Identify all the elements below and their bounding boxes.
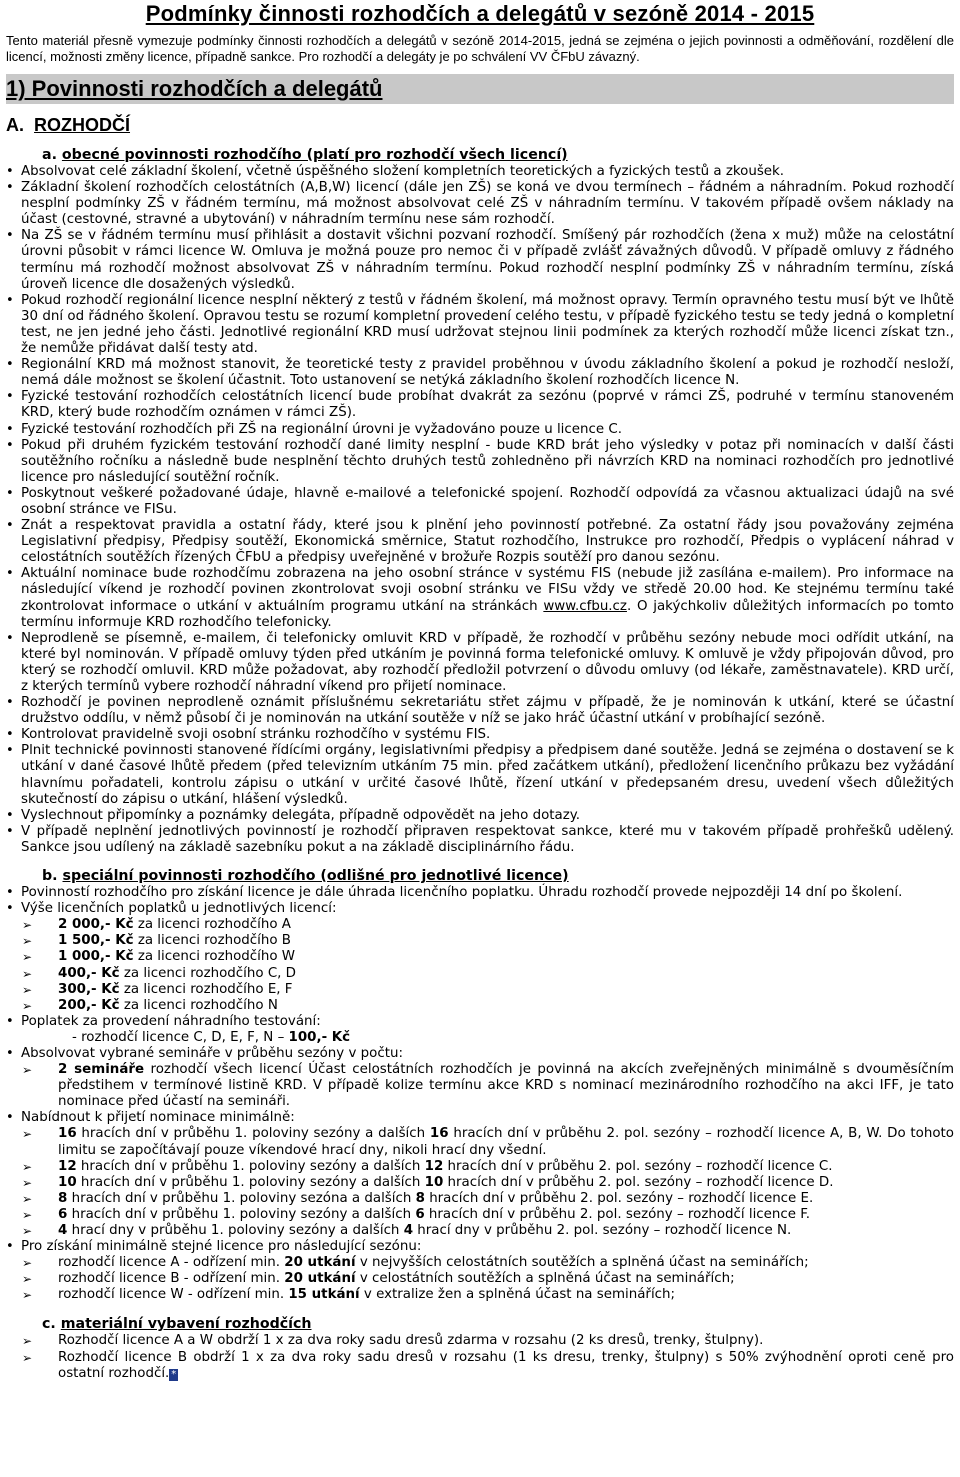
fee-amount: 200,- Kč bbox=[58, 997, 120, 1013]
seminar-count: 2 semináře bbox=[58, 1062, 145, 1078]
nomination-count: 16 bbox=[58, 1126, 77, 1142]
footnote-star-icon[interactable]: * bbox=[171, 1368, 177, 1380]
retest-list bbox=[6, 1014, 954, 1030]
arrow-icon: ➢ bbox=[22, 1191, 33, 1206]
general-duties-text: obecné povinnosti rozhodčího (platí pro rozhodčí všech licencí) bbox=[61, 147, 568, 163]
retest-amount: 100,- Kč bbox=[288, 1029, 351, 1045]
nominations-list bbox=[6, 1110, 954, 1126]
seminar-text: rozhodčí všech licencí Účast celostátních rozhodčích je povinná na akcích zveřejněných minimálně s dvouměsíčním předstihem v termínové listině KRD. V případě kolize termínu akce KRD s nominací mezinárodního rozhodčího na akci IFF, je tato nominace před účastí na semináři. bbox=[58, 1062, 954, 1110]
same-licence-list bbox=[6, 1239, 954, 1255]
arrow-icon: ➢ bbox=[22, 1127, 33, 1142]
fee-text: za licenci rozhodčího E, F bbox=[119, 981, 293, 997]
list-item: • Pokud při druhém fyzickém testování rozhodčí dané limity nesplní - bude KRD brát jeho výsledky v potaz při nominacích v další části soutěžního ročníku a následně bude nesplnění těchto druhých testů zohledněno při návrzích KRD na nominaci rozhodčích pro jednotlivé licence pro následující soutěžní ročník. bbox=[6, 438, 954, 486]
nomination-text-before: Aktuální nominace bude rozhodčímu zobrazena na jeho osobní stránce v systému FIS (nebude již zasílána e-mailem). Pro informace na následující víkend je rozhodčí povinen zkontrolovat svoji osobní stránku ve FISu vždy ve středě 20.00 hod. Ke stejnému termínu také zkontrolovat informace o utkání v aktuálním programu utkání na stránkách bbox=[21, 566, 954, 614]
nomination-count: 6 bbox=[58, 1206, 68, 1222]
list-item: • Rozhodčí je povinen neprodleně oznámit příslušnému sekretariátu střet zájmu v případě, že je nominován k utkání, které se účastní družstvo oddílu, v němž působí či je nominován na utkání soutěže v níž se jako hráč účastní utkání v probíhající sezóně. bbox=[6, 695, 954, 727]
licence-text: v nejvyšších celostátních soutěžích a splněná účast na seminářích; bbox=[355, 1255, 809, 1271]
nomination-count: 12 bbox=[58, 1158, 77, 1174]
fee-amount: 400,- Kč bbox=[58, 965, 120, 981]
nomination-item bbox=[6, 1191, 954, 1207]
fee-text: za licenci rozhodčího N bbox=[119, 997, 278, 1013]
nomination-count: 10 bbox=[424, 1174, 444, 1190]
list-item: • Neprodleně se písemně, e-mailem, či telefonicky omluvit KRD v případě, že rozhodčí v průběhu sezóny nebude moci odřídit utkání, na které byl nominován. V případě omluvy týden před utkáním je povinná forma telefonické omluvy. K omluvě je vždy připojován důvod, pro který se rozhodčí omluvil. KRD může požadovat, aby rozhodčí předložil potvrzení o důvodu omluvy (od lékaře, zaměstnavatele). KRD určí, z kterých termínů vybere rozhodčí náhradní víkend pro přijetí nominace. bbox=[6, 631, 954, 695]
list-item: • Absolvovat celé základní školení, včetně úspěšného složení kompletních teoretických a fyzických testů a zkoušek. bbox=[6, 164, 954, 180]
subsection-a-label: A. bbox=[6, 115, 24, 135]
arrow-icon: ➢ bbox=[22, 1175, 33, 1190]
licence-text: v extralize žen a splněná účast na seminářích; bbox=[359, 1287, 676, 1303]
arrow-icon: ➢ bbox=[22, 1207, 33, 1222]
same-licence-sublist bbox=[6, 1255, 954, 1303]
list-item: • Regionální KRD má možnost stanovit, že teoretické testy z pravidel proběhnou v úvodu základního školení a pokud je rozhodčí nesloží, nemá dále možnost se školení účastnit. Toto ustanovení se netýká základního školení rozhodčích licence N. bbox=[6, 357, 954, 389]
seminar-list bbox=[6, 1046, 954, 1062]
document-page bbox=[6, 1, 954, 1382]
equipment-item bbox=[6, 1333, 954, 1349]
arrow-icon: ➢ bbox=[22, 918, 33, 933]
list-item: • Na ZŠ se v řádném termínu musí přihlásit a dostavit všichni pozvaní rozhodčí. Smíšený pár rozhodčích (žena x muž) může na celostátní úrovni působit v rámci licence W. Omluva je možná pouze pro nemoc či v případě zvlášť závažných důvodů. V případě omluvy z řádného termínu má rozhodčí možnost absolvovat ZŠ v náhradním termínu. Pokud rozhodčí nesplní podmínky ZŠ v náhradním termínu, získá úroveň licence dle dosažených výsledků. bbox=[6, 228, 954, 292]
nomination-text: hracích dní v průběhu 2. pol. sezóny – rozhodčí licence E. bbox=[424, 1190, 814, 1206]
seminar-sublist bbox=[6, 1062, 954, 1110]
nomination-item bbox=[6, 1175, 954, 1191]
fee-text: za licenci rozhodčího W bbox=[133, 949, 296, 965]
nomination-text: hracích dní v průběhu 1. poloviny sezóna a dalších bbox=[67, 1190, 416, 1206]
list-item: • Vyslechnout připomínky a poznámky delegáta, případně odpovědět na jeho dotazy. bbox=[6, 808, 954, 824]
fee-item bbox=[6, 933, 954, 949]
equipment-item-text: Rozhodčí licence A a W obdrží 1 x za dva roky sadu dresů zdarma v rozsahu (2 ks dresů, trenky, štulpny). bbox=[58, 1333, 764, 1349]
list-item: • Výše licenčních poplatků u jednotlivých licencí: bbox=[6, 901, 954, 917]
fee-item bbox=[6, 949, 954, 965]
list-item: • V případě neplnění jednotlivých povinností je rozhodčí připraven respektovat sankce, které mu v takovém případě prohřešků udělený. Sankce jsou udílený na základě sazebníku pokut a na základě disciplinárního řádu. bbox=[6, 824, 954, 856]
list-item: • Plnit technické povinnosti stanovené řídícími orgány, legislativními předpisy a předpisem dané soutěže. Jedná se zejména o dostavení se k utkání v dané časové lhůtě předem (před televizním utkáním 75 min. před začátkem utkání), předložení licenčního průkazu bez vyžádání hlavnímu pořadateli, kontrolu zápisu o utkání v určité časové lhůtě, řízení utkání v předepsaném dresu, uvedení všech důležitých skutečností do zápisu o utkání, hlášení výsledků. bbox=[6, 743, 954, 807]
arrow-icon: ➢ bbox=[22, 1063, 33, 1078]
page-title: Podmínky činnosti rozhodčích a delegátů v sezóně 2014 - 2015 bbox=[145, 1, 815, 26]
arrow-icon: ➢ bbox=[22, 982, 33, 997]
nomination-text: hracích dní v průběhu 1. poloviny sezóny a dalších bbox=[76, 1158, 425, 1174]
nomination-text: hracích dní v průběhu 1. poloviny sezóny a dalších bbox=[76, 1174, 425, 1190]
list-item: • Povinností rozhodčího pro získání licence je dále úhrada licenčního poplatku. Úhradu rozhodčí provede nejpozději 14 dní po školení. bbox=[6, 885, 954, 901]
list-item: • Znát a respektovat pravidla a ostatní řády, které jsou k plnění jeho povinností potřebné. Za ostatní řády jsou považovány zejména Legislativní předpisy, Předpisy soutěží, Ekonomická směrnice, Statut rozhodčího, Instrukce pro rozhodčí, Předpis o vyplácení náhrad v celostátních soutěžích řízených ČFbU a předpisy uveřejněné v brožuře Rozpis soutěží pro danou sezónu. bbox=[6, 518, 954, 566]
licence-text: rozhodčí licence B - odřízení min. bbox=[58, 1271, 285, 1287]
nomination-count: 10 bbox=[58, 1174, 77, 1190]
licence-text: v celostátních soutěžích a splněná účast na seminářích; bbox=[355, 1271, 735, 1287]
special-duties-text: speciální povinnosti rozhodčího (odlišné pro jednotlivé licence) bbox=[62, 868, 569, 885]
special-duties-heading bbox=[42, 868, 954, 885]
arrow-icon: ➢ bbox=[22, 1159, 33, 1174]
arrow-icon: ➢ bbox=[22, 966, 33, 981]
intro-paragraph: Tento materiál přesně vymezuje podmínky činnosti rozhodčích a delegátů v sezóně 2014-2015, jedná se zejména o jejich povinnosti a odměňování, rozdělení dle licencí, možnosti změny licence, případně sankce. Pro rozhodčí a delegáty je po schválení VV ČFbU závazný. bbox=[6, 33, 954, 64]
equipment-heading bbox=[42, 1316, 954, 1333]
nomination-text: hracích dní v průběhu 2. pol. sezóny – rozhodčí licence C. bbox=[443, 1158, 833, 1174]
general-duties-heading bbox=[42, 147, 954, 164]
arrow-icon: ➢ bbox=[22, 1224, 33, 1238]
fee-text: za licenci rozhodčího A bbox=[133, 917, 291, 933]
fee-text: za licenci rozhodčího C, D bbox=[119, 965, 296, 981]
nomination-text-after: . O jakýchkoliv důležitých informacích po tomto termínu informuje KRD rozhodčího telefonicky. bbox=[21, 598, 954, 630]
special-duties-list bbox=[6, 885, 954, 917]
nominations-sublist bbox=[6, 1126, 954, 1239]
list-item: • Základní školení rozhodčích celostátních (A,B,W) licencí (dále jen ZŠ) se koná ve dvou termínech – řádném a náhradním. Pokud rozhodčí nesplní podmínky ZŠ v řádném termínu, má možnost absolvovat celé ZŠ v náhradním termínu. V takovém případě ovšem náklady na účast (cestovné, stravné a ubytování) v náhradním termínu nese sám rozhodčí. bbox=[6, 180, 954, 228]
section-heading-bar bbox=[6, 74, 954, 104]
list-item: • Kontrolovat pravidelně svoji osobní stránku rozhodčího v systému FIS. bbox=[6, 727, 954, 743]
nomination-count: 16 bbox=[429, 1126, 449, 1142]
section-heading: 1) Povinnosti rozhodčích a delegátů bbox=[6, 76, 383, 101]
fee-amount: 2 000,- Kč bbox=[58, 917, 134, 933]
nomination-text: hracích dní v průběhu 2. pol. sezóny – rozhodčí licence A, B, W. Do tohoto limitu se započítávají pouze víkendové hrací dny, nikoli hrací dny všední. bbox=[58, 1126, 954, 1158]
arrow-icon: ➢ bbox=[22, 1288, 33, 1303]
licence-count: 20 utkání bbox=[284, 1271, 356, 1287]
licence-item bbox=[6, 1271, 954, 1287]
nomination-count: 8 bbox=[415, 1190, 425, 1206]
arrow-icon: ➢ bbox=[22, 950, 33, 965]
list-item: • Fyzické testování rozhodčích celostátních licencí bude probíhat dvakrát za sezónu (poprvé v rámci ZŠ, podruhé v termínu stanoveném KRD, který bude rozhodčím oznámen v rámci ZŠ). bbox=[6, 389, 954, 421]
special-duties-label: b. bbox=[42, 868, 58, 885]
fee-list bbox=[6, 917, 954, 1014]
equipment-item-text: Rozhodčí licence B obdrží 1 x za dva roky sadu dresů v rozsahu (1 ks dresu, trenky, štulpny) s 50% zvýhodnění oproti ceně pro ostatní rozhodčí. bbox=[58, 1349, 954, 1381]
nomination-count: 4 bbox=[58, 1223, 68, 1238]
equipment-list bbox=[6, 1333, 954, 1381]
nomination-count: 8 bbox=[58, 1190, 68, 1206]
subsection-a-heading bbox=[6, 114, 954, 136]
nomination-count: 4 bbox=[403, 1223, 414, 1238]
nomination-count: 6 bbox=[415, 1206, 425, 1222]
retest-line bbox=[6, 1030, 954, 1046]
fee-item bbox=[6, 917, 954, 933]
arrow-icon: ➢ bbox=[22, 1256, 33, 1271]
arrow-icon: ➢ bbox=[22, 998, 33, 1013]
arrow-icon: ➢ bbox=[22, 1272, 33, 1287]
licence-count: 20 utkání bbox=[284, 1255, 356, 1271]
fee-item bbox=[6, 998, 954, 1014]
licence-item bbox=[6, 1255, 954, 1271]
nomination-item bbox=[6, 1126, 954, 1158]
fee-text: za licenci rozhodčího B bbox=[133, 933, 291, 949]
nomination-text: hracích dní v průběhu 1. poloviny sezóny a dalších bbox=[67, 1206, 416, 1222]
general-duties-list bbox=[6, 164, 954, 856]
seminar-item bbox=[6, 1062, 954, 1110]
nomination-text: hracích dní v průběhu 1. poloviny sezóny a dalších bbox=[76, 1126, 430, 1142]
fee-amount: 1 000,- Kč bbox=[58, 949, 134, 965]
nomination-item bbox=[6, 1223, 954, 1239]
list-item: • Absolvovat vybrané semináře v průběhu sezóny v počtu: bbox=[6, 1046, 954, 1062]
equipment-text: materiální vybavení rozhodčích bbox=[60, 1316, 312, 1333]
fee-amount: 300,- Kč bbox=[58, 981, 120, 997]
licence-text: rozhodčí licence A - odřízení min. bbox=[58, 1255, 285, 1271]
arrow-icon: ➢ bbox=[22, 1350, 33, 1365]
fee-amount: 1 500,- Kč bbox=[58, 933, 134, 949]
nomination-item bbox=[6, 1159, 954, 1175]
list-item: • Fyzické testování rozhodčích při ZŠ na regionální úrovni je vyžadováno pouze u licence C. bbox=[6, 422, 954, 438]
list-item: • Pokud rozhodčí regionální licence nesplní některý z testů v řádném školení, má možnost opravy. Termín opravného testu musí být ve lhůtě 30 dní od řádného školení. Opravou testu se rozumí kompletní provedení celého testu, v případě fyzického testu se tedy jedná o kompletní test, ne jen jedné jeho části. Jednotlivé regionální KRD musí udržovat stejnou linii podmínek za kterých rozhodčí může licenci získat tzn., že nemůže přidávat další testy atd. bbox=[6, 293, 954, 357]
equipment-item bbox=[6, 1350, 954, 1382]
retest-text: - rozhodčí licence C, D, E, F, N – bbox=[72, 1029, 289, 1045]
nomination-text: hrací dny v průběhu 1. poloviny sezóny a dalších bbox=[67, 1223, 404, 1238]
licence-item bbox=[6, 1287, 954, 1303]
nomination-count: 12 bbox=[424, 1158, 444, 1174]
nomination-text: hracích dní v průběhu 2. pol. sezóny – rozhodčí licence F. bbox=[424, 1206, 811, 1222]
fee-item bbox=[6, 966, 954, 982]
arrow-icon: ➢ bbox=[22, 1334, 33, 1349]
fee-item bbox=[6, 982, 954, 998]
licence-text: rozhodčí licence W - odřízení min. bbox=[58, 1287, 289, 1303]
equipment-label: c. bbox=[42, 1316, 56, 1333]
cfbu-link[interactable]: www.cfbu.cz bbox=[543, 598, 627, 614]
general-duties-label: a. bbox=[42, 147, 57, 163]
list-item: • Pro získání minimálně stejné licence pro následující sezónu: bbox=[6, 1239, 954, 1255]
subsection-a-text: ROZHODČÍ bbox=[34, 115, 131, 135]
nomination-text: hrací dny v průběhu 2. pol. sezóny – rozhodčí licence N. bbox=[413, 1223, 792, 1238]
list-item: • Poskytnout veškeré požadované údaje, hlavně e-mailové a telefonické spojení. Rozhodčí odpovídá za včasnou aktualizaci údajů na své osobní stránce ve FISu. bbox=[6, 486, 954, 518]
list-item bbox=[6, 566, 954, 630]
list-item: • Nabídnout k přijetí nominace minimálně: bbox=[6, 1110, 954, 1126]
arrow-icon: ➢ bbox=[22, 934, 33, 949]
nomination-text: hracích dní v průběhu 2. pol. sezóny – rozhodčí licence D. bbox=[443, 1174, 834, 1190]
list-item: • Poplatek za provedení náhradního testování: bbox=[6, 1014, 954, 1030]
nomination-item bbox=[6, 1207, 954, 1223]
licence-count: 15 utkání bbox=[288, 1287, 360, 1303]
